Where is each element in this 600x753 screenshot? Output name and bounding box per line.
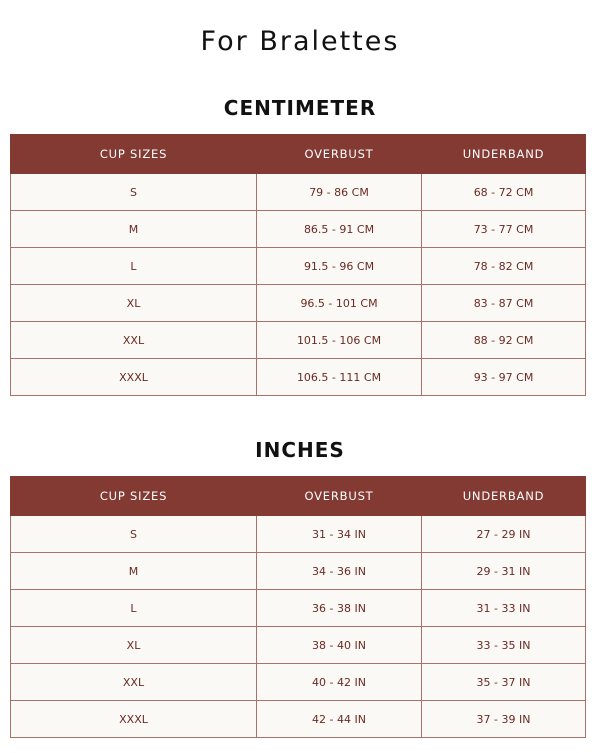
header-overbust: OVERBUST (257, 135, 422, 174)
centimeter-size-table (10, 134, 586, 396)
table-row (11, 211, 586, 248)
underband-cell: 88 - 92 CM (422, 322, 586, 359)
underband-cell: 27 - 29 IN (422, 516, 586, 553)
cup-size-cell: XL (11, 627, 257, 664)
underband-cell: 35 - 37 IN (422, 664, 586, 701)
overbust-cell: 40 - 42 IN (257, 664, 422, 701)
table-row (11, 174, 586, 211)
underband-cell: 29 - 31 IN (422, 553, 586, 590)
overbust-cell: 91.5 - 96 CM (257, 248, 422, 285)
cup-size-cell: XXL (11, 322, 257, 359)
centimeter-section-title: CENTIMETER (223, 96, 377, 120)
underband-cell: 31 - 33 IN (422, 590, 586, 627)
overbust-cell: 38 - 40 IN (257, 627, 422, 664)
table-row (11, 627, 586, 664)
cup-size-cell: S (11, 174, 257, 211)
table-row (11, 590, 586, 627)
underband-cell: 93 - 97 CM (422, 359, 586, 396)
overbust-cell: 106.5 - 111 CM (257, 359, 422, 396)
underband-cell: 73 - 77 CM (422, 211, 586, 248)
cup-size-cell: L (11, 590, 257, 627)
underband-cell: 78 - 82 CM (422, 248, 586, 285)
cup-size-cell: M (11, 553, 257, 590)
underband-cell: 83 - 87 CM (422, 285, 586, 322)
cup-size-cell: XXXL (11, 701, 257, 738)
underband-cell: 33 - 35 IN (422, 627, 586, 664)
cup-size-cell: S (11, 516, 257, 553)
page-title: For Bralettes (200, 26, 400, 57)
table-row (11, 664, 586, 701)
cup-size-cell: M (11, 211, 257, 248)
cup-size-cell: XL (11, 285, 257, 322)
header-underband: UNDERBAND (422, 477, 586, 516)
overbust-cell: 96.5 - 101 CM (257, 285, 422, 322)
cup-size-cell: XXXL (11, 359, 257, 396)
overbust-cell: 42 - 44 IN (257, 701, 422, 738)
table-row (11, 248, 586, 285)
cup-size-cell: L (11, 248, 257, 285)
overbust-cell: 36 - 38 IN (257, 590, 422, 627)
inches-section-title: INCHES (255, 438, 345, 462)
inches-size-table (10, 476, 586, 738)
table-row (11, 701, 586, 738)
table-header-row (11, 477, 586, 516)
overbust-cell: 79 - 86 CM (257, 174, 422, 211)
overbust-cell: 86.5 - 91 CM (257, 211, 422, 248)
underband-cell: 37 - 39 IN (422, 701, 586, 738)
table-header-row (11, 135, 586, 174)
table-row (11, 322, 586, 359)
table-row (11, 553, 586, 590)
overbust-cell: 31 - 34 IN (257, 516, 422, 553)
overbust-cell: 101.5 - 106 CM (257, 322, 422, 359)
header-cup-sizes: CUP SIZES (11, 135, 257, 174)
table-row (11, 285, 586, 322)
table-row (11, 359, 586, 396)
cup-size-cell: XXL (11, 664, 257, 701)
header-overbust: OVERBUST (257, 477, 422, 516)
table-row (11, 516, 586, 553)
header-cup-sizes: CUP SIZES (11, 477, 257, 516)
header-underband: UNDERBAND (422, 135, 586, 174)
underband-cell: 68 - 72 CM (422, 174, 586, 211)
overbust-cell: 34 - 36 IN (257, 553, 422, 590)
